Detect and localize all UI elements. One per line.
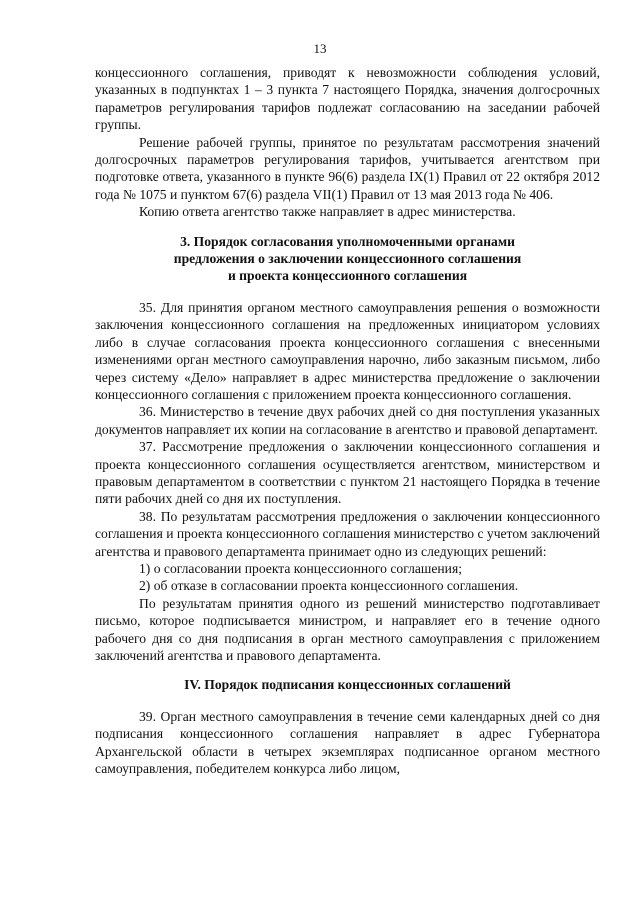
decision-list xyxy=(95,560,600,595)
paragraph-37: 37. Рассмотрение предложения о заключении концессионного соглашения и проекта концессионного соглашения осуществляется агентством, министерством и правовым департаментом в соответствии с пунктом 21 настоящего Порядка в течение пяти рабочих дней со дня их поступления. xyxy=(95,439,600,507)
section-heading-3-line2: предложения о заключении концессионного соглашения xyxy=(173,251,522,267)
paragraph-39: 39. Орган местного самоуправления в течение семи календарных дней со дня подписания концессионного соглашения направляет в адрес Губернатора Архангельской области в четырех экземплярах подписанное органом местного самоуправления, победителем конкурса либо лицом, xyxy=(95,708,600,777)
paragraph-36: 36. Министерство в течение двух рабочих дней со дня поступления указанных документов направляет их копии на согласование в агентство и правовой департамент. xyxy=(95,404,600,437)
paragraph-35: 35. Для принятия органом местного самоуправления решения о возможности заключения концессионного соглашения на предложенных инициатором условиях либо в случае согласования проекта концессионного соглашения с внесенными изменениями орган местного самоуправления нарочно, либо заказным письмом, либо через систему «Дело» направляет в адрес министерства предложение о заключении концессионного соглашения с приложением проекта концессионного соглашения. xyxy=(95,299,600,402)
paragraph-working-group-decision: Решение рабочей группы, принятое по результатам рассмотрения значений долгосрочных параметров регулирования тарифов, учитывается агентством при подготовке ответа, указанного в пункте 96(6) раздела IX(1) Правил от 22 октября 2012 года № 1075 и пунктом 67(6) раздела VII(1) Правил от 13 мая 2013 года № 406. xyxy=(95,134,600,202)
paragraph-38: 38. По результатам рассмотрения предложения о заключении концессионного соглашения и проекта концессионного соглашения министерство с учетом заключений агентства и правового департамента принимает одно из следующих решений: xyxy=(95,508,600,559)
page-number: 13 xyxy=(313,41,327,56)
section-heading-4: IV. Порядок подписания концессионных соглашений xyxy=(184,677,511,693)
section-heading-3-line3: и проекта концессионного соглашения xyxy=(227,268,468,284)
list-item: 2) об отказе в согласовании проекта концессионного соглашения. xyxy=(139,578,519,594)
document-body xyxy=(95,64,600,777)
paragraph-continuation: концессионного соглашения, приводят к невозможности соблюдения условий, указанных в подпунктах 1 – 3 пункта 7 настоящего Порядка, значения долгосрочных параметров регулирования тарифов подлежат согласованию на заседании рабочей группы. xyxy=(95,65,600,133)
list-item: 1) о согласовании проекта концессионного соглашения; xyxy=(139,560,462,576)
section-heading-3-line1: 3. Порядок согласования уполномоченными органами xyxy=(180,233,515,249)
paragraph-38-result: По результатам принятия одного из решений министерство подготавливает письмо, которое подписывается министром, и направляет его в течение одного рабочего дня со дня подписания в орган местного самоуправления с приложением заключений агентства и правового департамента. xyxy=(95,595,600,663)
paragraph-copy-of-answer: Копию ответа агентство также направляет в адрес министерства. xyxy=(139,204,516,220)
section-heading-3 xyxy=(95,233,600,285)
